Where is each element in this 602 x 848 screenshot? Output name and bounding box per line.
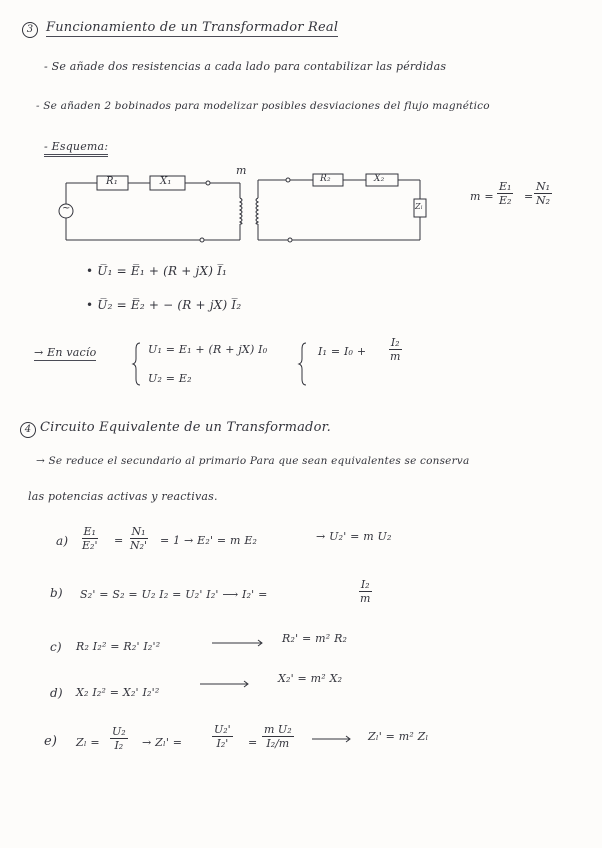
circuit-label-x1: X₁ [160,176,172,187]
item-e-i2: I₂ [114,739,124,752]
esquema-label: - Esquema: [44,140,108,157]
item-e-arrow-zlp: → Zₗ' = [142,736,183,749]
ratio-e2: E₂ [499,194,512,207]
item-e-i2m: I₂/m [266,737,290,750]
item-b-equation: S₂' = S₂ = U₂ I₂ = U₂' I₂' ⟶ I₂' = [80,588,268,601]
ratio-n2: N₂ [536,194,551,207]
item-e-u2: U₂ [112,725,126,738]
item-e-equals: = [248,736,258,749]
section-4-line-2: las potencias activas y reactivas. [28,490,218,503]
item-a-equals: = [114,534,124,547]
item-a-n2p: N₂' [130,539,148,552]
vacio-frac-den: m [390,350,401,363]
vacio-equation-2: U₂ = E₂ [148,372,192,385]
item-a-e1: E₁ [83,525,96,538]
item-a-n1: N₁ [131,525,146,538]
circuit-label-load: Zₗ [415,202,423,211]
item-e-result: Zₗ' = m² Zₗ [368,730,429,743]
item-d-result: X₂' = m² X₂ [278,672,343,685]
ratio-equals: = [524,190,534,203]
item-b-num: I₂ [360,578,370,591]
ratio-n1: N₁ [536,180,551,193]
circuit-source-symbol: ~ [62,203,71,214]
item-c-label: c) [50,640,62,654]
circuit-label-x2: X₂ [374,174,385,184]
vacio-label: → En vacío [34,346,97,359]
bullet-windings: - Se añaden 2 bobinados para modelizar posibles desviaciones del flujo magnético [36,100,490,112]
section-4-line-1: → Se reduce el secundario al primario Para que sean equivalentes se conserva [36,455,470,467]
ratio-m-label: m = [470,190,494,203]
vacio-current: I₁ = I₀ + [318,345,367,358]
item-d-equation: X₂ I₂² = X₂' I₂'² [76,686,160,699]
equation-u2: • U̅₂ = E̅₂ + − (R + jX) I̅₂ [86,298,242,312]
item-e-i2p: I₂' [216,737,229,750]
item-e-zl: Zₗ = [76,736,100,749]
circuit-label-r2: R₂ [320,174,331,184]
section-4-number: 4 [20,422,36,438]
circuit-label-m: m [236,164,247,177]
item-c-result: R₂' = m² R₂ [282,632,348,645]
ratio-e1: E₁ [499,180,512,193]
item-a-label: a) [56,534,69,548]
item-d-label: d) [50,686,63,700]
item-e-label: e) [44,734,58,749]
section-4-title: Circuito Equivalente de un Transformador. [40,420,331,435]
vacio-frac-num: I₂ [390,336,400,349]
item-c-equation: R₂ I₂² = R₂' I₂'² [76,640,161,653]
item-e-mu2: m U₂ [264,723,292,736]
item-b-den: m [360,592,371,605]
equation-u1: • U̅₁ = E̅₁ + (R + jX) I̅₁ [86,264,228,278]
vacio-equation-1: U₁ = E₁ + (R + jX) I₀ [148,343,268,356]
item-b-label: b) [50,586,63,600]
item-a-result: → U₂' = m U₂ [316,530,392,543]
bullet-resistances: - Se añade dos resistencias a cada lado para contabilizar las pérdidas [44,60,447,73]
item-e-u2p: U₂' [214,723,231,736]
section-3-title: Funcionamiento de un Transformador Real [46,20,339,35]
circuit-label-r1: R₁ [106,176,118,187]
item-a-e2p: E₂' [82,539,98,552]
section-3-number: 3 [22,22,38,38]
item-a-rest: = 1 → E₂' = m E₂ [160,534,258,547]
